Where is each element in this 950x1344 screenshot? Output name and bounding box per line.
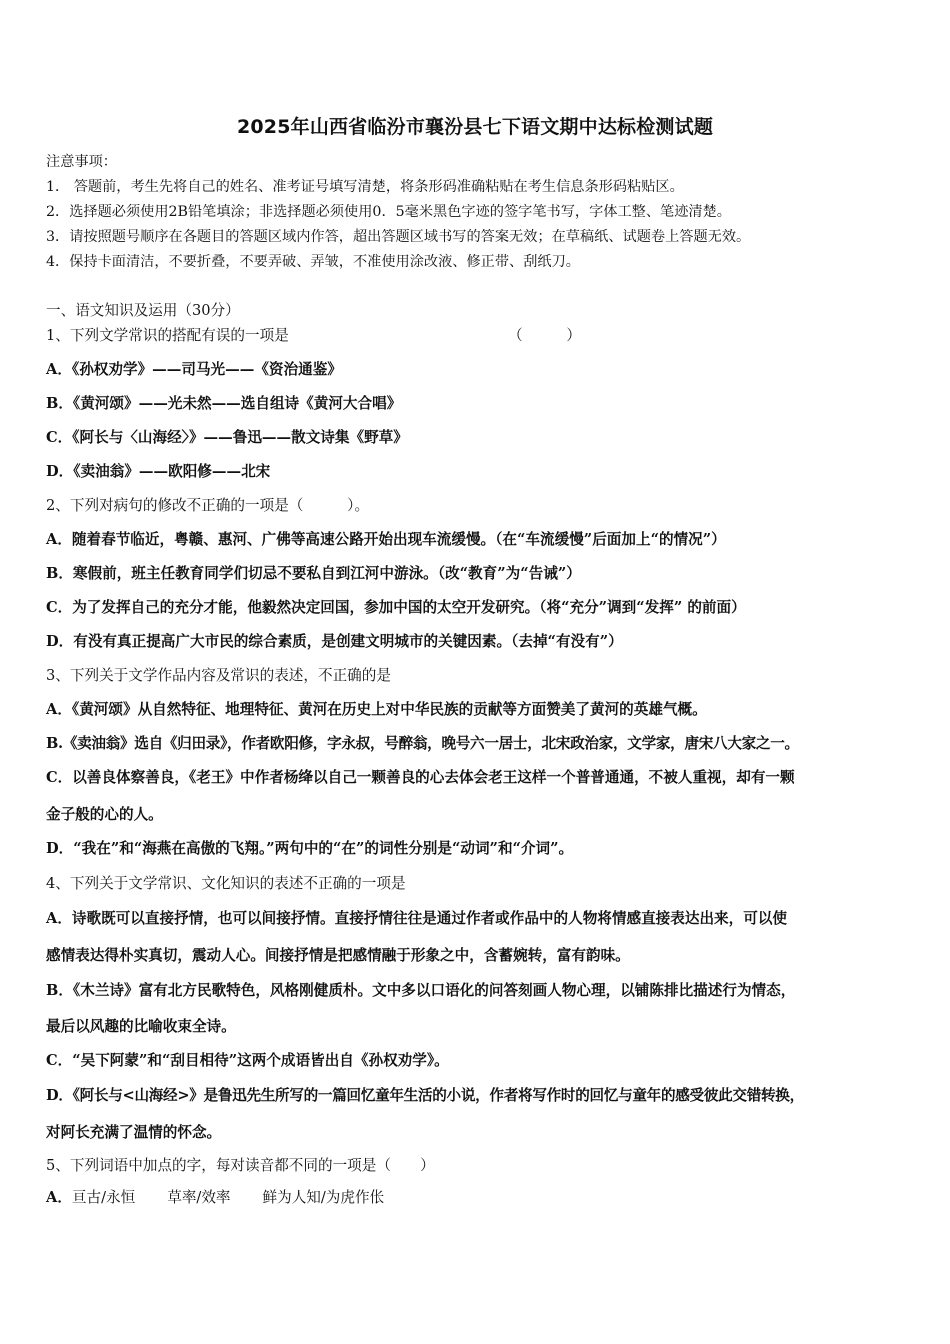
question-1-option-d: D．《卖油翁》——欧阳修——北宋 [46,463,271,480]
notice-item: 4．保持卡面清洁，不要折叠，不要弄破、弄皱，不准使用涂改液、修正带、刮纸刀。 [46,254,580,270]
notice-item: 2．选择题必须使用2B铅笔填涂；非选择题必须使用0．5毫米黑色字迹的签字笔书写，字体工整、笔迹清楚。 [46,204,731,220]
question-1-stem: 1、下列文学常识的搭配有误的一项是 [46,327,289,344]
page-title: 2025年山西省临汾市襄汾县七下语文期中达标检测试题 [236,116,714,138]
word-pair: 亘古/永恒 [71,1189,136,1206]
question-1-option-c: C．《阿长与〈山海经〉》——鲁迅——散文诗集《野草》 [46,429,408,446]
question-1-option-a: A．《孙权劝学》——司马光——《资治通鉴》 [46,361,342,378]
question-4-option-b: B．《木兰诗》富有北方民歌特色，风格刚健质朴。文中多以口语化的问答刻画人物心理，以铺陈排比描述行为情态， [46,982,796,999]
question-5-option-a [46,1189,384,1207]
question-3-option-b: B.《卖油翁》选自《归田录》，作者欧阳修，字永叔，号醉翁，晚号六一居士，北宋政治家，文学家，唐宋八大家之一。 [46,735,799,752]
section-heading: 一、语文知识及运用（30分） [46,302,240,319]
question-4-stem: 4、下列关于文学常识、文化知识的表述不正确的一项是 [46,875,406,892]
question-2-option-b: B．寒假前，班主任教育同学们切忌不要私自到江河中游泳。（改“教育”为“告诫”） [46,565,581,582]
question-2-option-a: A．随着春节临近，粤赣、惠河、广佛等高速公路开始出现车流缓慢。（在“车流缓慢”后面加上“的情况”） [46,531,726,548]
answer-bracket: （ ） [508,327,581,344]
question-3-option-a: A．《黄河颂》从自然特征、地理特征、黄河在历史上对中华民族的贡献等方面赞美了黄河的英雄气概。 [46,701,707,718]
question-2-stem: 2、下列对病句的修改不正确的一项是（ ）。 [46,497,370,514]
notice-item: 3．请按照题号顺序在各题目的答题区域内作答，超出答题区域书写的答案无效；在草稿纸、试题卷上答题无效。 [46,229,751,245]
notice-item: 1． 答题前，考生先将自己的姓名、准考证号填写清楚，将条形码准确粘贴在考生信息条形码粘贴区。 [46,179,684,195]
question-2-option-d: D．有没有真正提高广大市民的综合素质，是创建文明城市的关键因素。（去掉“有没有”） [46,633,623,650]
question-3-option-d: D．“我在”和“海燕在高傲的飞翔。”两句中的“在”的词性分别是“动词”和“介词”。 [46,840,574,857]
question-3-option-c: C．以善良体察善良，《老王》中作者杨绛以自己一颗善良的心去体会老王这样一个普普通通，不被人重视，却有一颗 [46,769,795,786]
question-4-option-a: A．诗歌既可以直接抒情，也可以间接抒情。直接抒情往往是通过作者或作品中的人物将情感直接表达出来，可以使 [46,910,788,927]
question-4-option-d-cont: 对阿长充满了温情的怀念。 [46,1124,222,1141]
notice-heading: 注意事项： [46,154,117,170]
question-5-stem: 5、下列词语中加点的字，每对读音都不同的一项是（ ） [46,1157,435,1174]
word-pair: 鲜为人知/为虎作伥 [262,1189,385,1206]
word-pair: 草率/效率 [167,1189,231,1206]
question-4-option-a-cont: 感情表达得朴实真切，震动人心。间接抒情是把感情融于形象之中，含蓄婉转，富有韵味。 [46,947,630,964]
question-2-option-c: C．为了发挥自己的充分才能，他毅然决定回国，参加中国的太空开发研究。（将“充分”调到“发挥” 的前面） [46,599,746,616]
question-3-stem: 3、下列关于文学作品内容及常识的表述，不正确的是 [46,667,391,684]
question-4-option-b-cont: 最后以风趣的比喻收束全诗。 [46,1018,236,1035]
question-3-option-c-cont: 金子般的心的人。 [46,806,163,823]
question-1-option-b: B．《黄河颂》——光未然——选自组诗《黄河大合唱》 [46,395,402,412]
question-4-option-d: D．《阿长与<山海经>》是鲁迅先生所写的一篇回忆童年生活的小说，作者将写作时的回忆与童年的感受彼此交错转换， [46,1087,804,1104]
option-label: A． [46,1189,72,1206]
question-4-option-c: C．“吴下阿蒙”和“刮目相待”这两个成语皆出自《孙权劝学》。 [46,1052,449,1069]
